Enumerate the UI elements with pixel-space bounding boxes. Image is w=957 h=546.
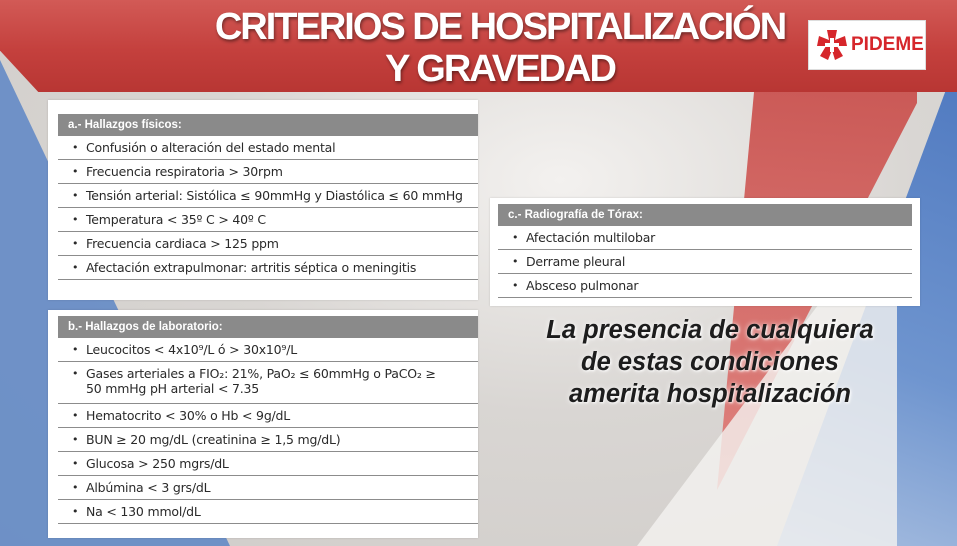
row-text: Frecuencia cardiaca > 125 ppm <box>86 236 279 251</box>
bullet-icon: • <box>72 213 79 226</box>
row-text: Gases arteriales a FIO₂: 21%, PaO₂ ≤ 60mmHg o PaCO₂ ≥ 50 mmHg pH arterial < 7.35 <box>86 366 436 396</box>
bullet-icon: • <box>72 505 79 518</box>
table-header: b.- Hallazgos de laboratorio: <box>58 316 478 338</box>
bullet-icon: • <box>72 457 79 470</box>
table-row <box>58 136 478 160</box>
table-row <box>58 208 478 232</box>
logo-text: PIDEME <box>851 34 924 55</box>
slide-title-line1: CRITERIOS DE HOSPITALIZACIÓN <box>214 6 786 48</box>
table-row <box>58 184 478 208</box>
bullet-icon: • <box>72 237 79 250</box>
row-text: Absceso pulmonar <box>526 278 639 293</box>
bullet-icon: • <box>72 343 79 356</box>
table-row <box>498 250 912 274</box>
row-text: Temperatura < 35º C > 40º C <box>86 212 266 227</box>
row-text: Na < 130 mmol/dL <box>86 504 201 519</box>
hospitalization-statement: La presencia de cualquiera de estas condiciones amerita hospitalización <box>546 316 874 408</box>
table-row <box>58 338 478 362</box>
bullet-icon: • <box>72 433 79 446</box>
row-text: Albúmina < 3 grs/dL <box>86 480 211 495</box>
row-text: Glucosa > 250 mgrs/dL <box>86 456 229 471</box>
table-row <box>58 232 478 256</box>
pideme-logo <box>808 20 926 70</box>
table-physical-findings <box>48 100 478 300</box>
row-text: Frecuencia respiratoria > 30rpm <box>86 164 283 179</box>
row-text: Confusión o alteración del estado mental <box>86 140 336 155</box>
bullet-icon: • <box>72 189 79 202</box>
bullet-icon: • <box>72 165 79 178</box>
bullet-icon: • <box>72 261 79 274</box>
table-row <box>58 404 478 428</box>
table-header: c.- Radiografía de Tórax: <box>498 204 912 226</box>
table-row <box>58 256 478 280</box>
table-row <box>58 476 478 500</box>
slide-title-line2: Y GRAVEDAD <box>385 48 615 90</box>
bullet-icon: • <box>512 231 519 244</box>
row-text: Hematocrito < 30% o Hb < 9g/dL <box>86 408 291 423</box>
table-chest-xray <box>490 198 920 306</box>
bullet-icon: • <box>72 409 79 422</box>
row-text: Tensión arterial: Sistólica ≤ 90mmHg y Diastólica ≤ 60 mmHg <box>86 188 463 203</box>
table-row <box>58 362 478 404</box>
row-text: Afectación multilobar <box>526 230 656 245</box>
bullet-icon: • <box>72 367 79 380</box>
table-row <box>58 428 478 452</box>
table-laboratory-findings <box>48 310 478 538</box>
bullet-icon: • <box>72 141 79 154</box>
table-row <box>498 274 912 298</box>
row-text: Afectación extrapulmonar: artritis séptica o meningitis <box>86 260 417 275</box>
bullet-icon: • <box>512 279 519 292</box>
row-text: BUN ≥ 20 mg/dL (creatinina ≥ 1,5 mg/dL) <box>86 432 341 447</box>
row-text: Derrame pleural <box>526 254 626 269</box>
table-row <box>498 226 912 250</box>
table-header: a.- Hallazgos físicos: <box>58 114 478 136</box>
table-row <box>58 500 478 524</box>
bullet-icon: • <box>512 255 519 268</box>
table-row <box>58 160 478 184</box>
row-text: Leucocitos < 4x10⁹/L ó > 30x10⁹/L <box>86 342 297 357</box>
table-row <box>58 452 478 476</box>
pideme-logo-icon <box>815 28 849 62</box>
slide-title <box>170 6 830 90</box>
bullet-icon: • <box>72 481 79 494</box>
